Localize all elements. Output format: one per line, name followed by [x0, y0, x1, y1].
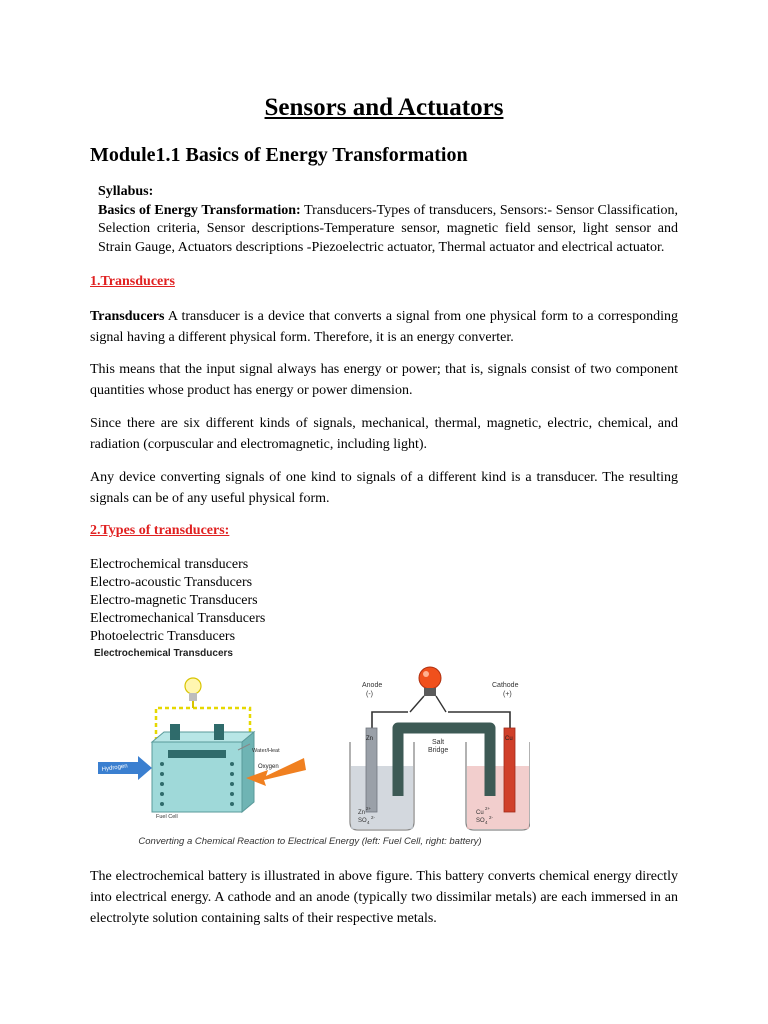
module-heading: Module1.1 Basics of Energy Transformation [90, 144, 468, 166]
water-heat-label: Water/Heat [252, 748, 280, 754]
fuel-cell-label: Fuel Cell [156, 814, 178, 820]
list-item: Electromechanical Transducers [90, 611, 266, 626]
anode-sign: (-) [366, 691, 373, 698]
list-item: Electrochemical transducers [90, 557, 249, 572]
figure-illustration [90, 646, 530, 836]
list-item: Electro-acoustic Transducers [90, 575, 253, 590]
oxygen-arrow [246, 758, 306, 786]
cu-label: Cu [505, 736, 513, 742]
so4-charge-right: 2- [489, 815, 494, 820]
zn-ion-label: Zn [358, 810, 366, 816]
syllabus-text [98, 202, 678, 257]
so4-sub-right: 4 [485, 820, 488, 825]
fuel-cell-bulb-icon [185, 678, 201, 708]
cathode-sign: (+) [503, 691, 512, 698]
syllabus-heading: Syllabus: [98, 184, 154, 199]
fuel-cell-diagram [98, 678, 306, 820]
so4-charge-left: 2- [371, 815, 376, 820]
paragraph-transducer-definition [90, 306, 678, 348]
paragraph-input-signal: This means that the input signal always has energy or power; that is, signals consist of two component quantities whose product has energy or power dimension. [90, 362, 678, 398]
paragraph-text: A transducer is a device that converts a signal from one physical form to a corresponding signal having a different physical form. Therefore, it is an energy converter. [90, 309, 678, 345]
syllabus-lead: Basics of Energy Transformation: [98, 203, 301, 218]
syllabus-content: Transducers-Types of transducers, Sensors:- Sensor Classification, Selection criteria, Sensor descriptions-Temperature sensor, magnetic field sensor, light sensor and Strain Gauge, Actuators descriptions -Piezoelectric actuator, Thermal actuator and electrical actuator. [98, 203, 678, 255]
paragraph-signal-kinds: Since there are six different kinds of signals, mechanical, thermal, magnetic, electric, chemical, and radiation (corpuscular and electromagnetic, including light). [90, 416, 678, 452]
paragraph-lead: Transducers [90, 309, 165, 324]
cathode-label: Cathode [492, 682, 519, 689]
figure-title: Electrochemical Transducers [94, 648, 233, 659]
figure-caption: Converting a Chemical Reaction to Electrical Energy (left: Fuel Cell, right: battery) [138, 836, 482, 847]
so4-label-right: SO [476, 818, 485, 824]
section-heading-types: 2.Types of transducers: [90, 523, 230, 538]
bridge-label: Bridge [428, 747, 449, 754]
hydrogen-label: Hydrogen [101, 763, 129, 773]
cu-ion-charge: 2+ [485, 806, 491, 811]
transducer-type-list [90, 556, 265, 646]
salt-label: Salt [432, 739, 445, 746]
anode-label: Anode [362, 682, 383, 689]
paragraph-battery-description: The electrochemical battery is illustrated in above figure. This battery converts chemical energy directly into electrical energy. A cathode and an anode (typically two dissimilar metals) are each immersed in an electrolyte solution containing salts of their respective metals. [90, 869, 678, 926]
zn-label: Zn [366, 736, 374, 742]
list-item: Electro-magnetic Transducers [90, 593, 258, 608]
paragraph-converting-device: Any device converting signals of one kind to signals of a different kind is a transducer. The resulting signals can be of any useful physical form. [90, 470, 678, 506]
so4-sub-left: 4 [367, 820, 370, 825]
zn-ion-charge: 2+ [366, 806, 372, 811]
so4-label-left: SO [358, 818, 367, 824]
page-title: Sensors and Actuators [264, 94, 504, 121]
battery-bulb-icon [410, 667, 446, 712]
oxygen-label: Oxygen [258, 764, 279, 770]
battery-diagram [350, 667, 530, 830]
cu-ion-label: Cu [476, 810, 484, 816]
list-item: Photoelectric Transducers [90, 629, 236, 644]
section-heading-transducers: 1.Transducers [90, 274, 175, 289]
electrochemical-figure [90, 646, 530, 856]
